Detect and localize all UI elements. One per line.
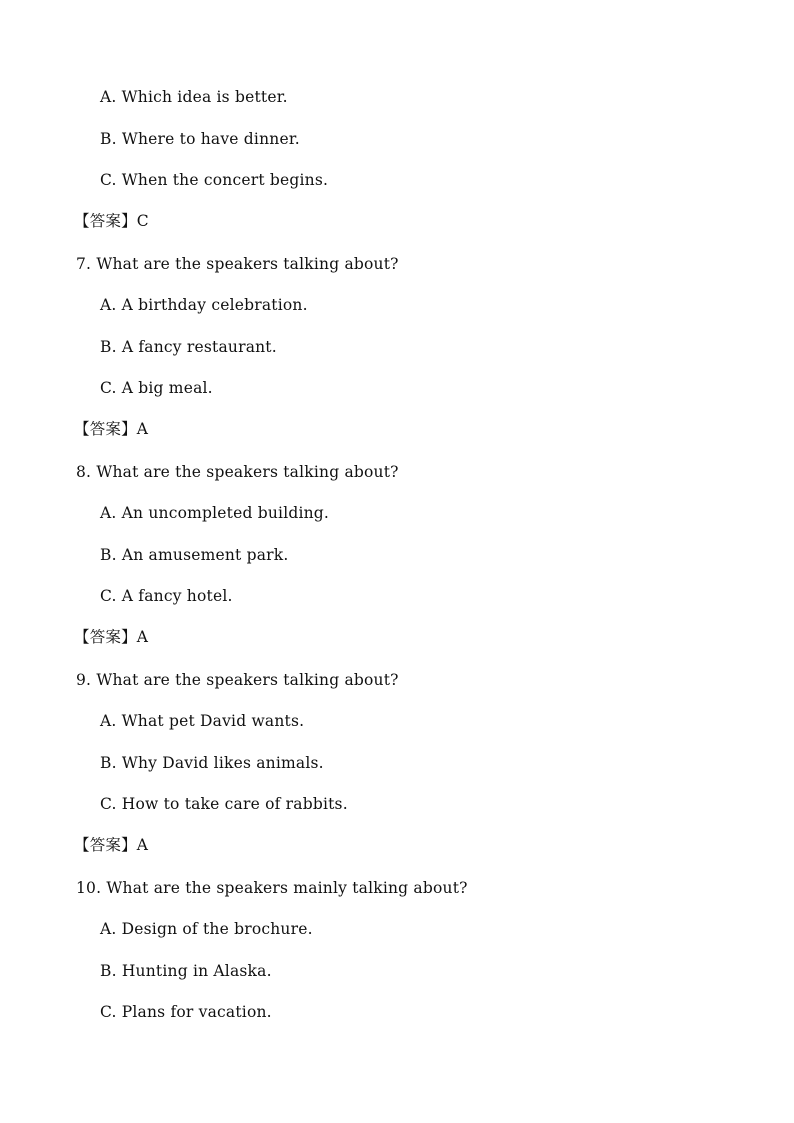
option-line: B. Why David likes animals. <box>100 754 324 772</box>
option-line: B. Hunting in Alaska. <box>100 962 272 980</box>
option-line: A. Which idea is better. <box>100 88 288 106</box>
option-line: C. A fancy hotel. <box>100 587 233 605</box>
option-line: A. An uncompleted building. <box>100 504 330 522</box>
question-line: 7. What are the speakers talking about? <box>76 255 399 273</box>
option-line: C. When the concert begins. <box>100 171 329 189</box>
option-line: B. An amusement park. <box>100 546 289 564</box>
question-line: 10. What are the speakers mainly talking about? <box>76 879 468 897</box>
option-line: C. How to take care of rabbits. <box>100 795 348 813</box>
option-line: A. Design of the brochure. <box>100 920 313 938</box>
option-line: B. A fancy restaurant. <box>100 338 277 356</box>
option-line: C. A big meal. <box>100 379 213 397</box>
option-line: A. What pet David wants. <box>100 712 305 730</box>
question-line: 9. What are the speakers talking about? <box>76 671 399 689</box>
answer-line: 【答案】A <box>74 836 149 854</box>
option-line: A. A birthday celebration. <box>100 296 308 314</box>
answer-line: 【答案】A <box>74 420 149 438</box>
question-line: 8. What are the speakers talking about? <box>76 463 399 481</box>
answer-line: 【答案】A <box>74 628 149 646</box>
option-line: B. Where to have dinner. <box>100 130 300 148</box>
option-line: C. Plans for vacation. <box>100 1003 272 1021</box>
answer-line: 【答案】C <box>74 212 149 230</box>
